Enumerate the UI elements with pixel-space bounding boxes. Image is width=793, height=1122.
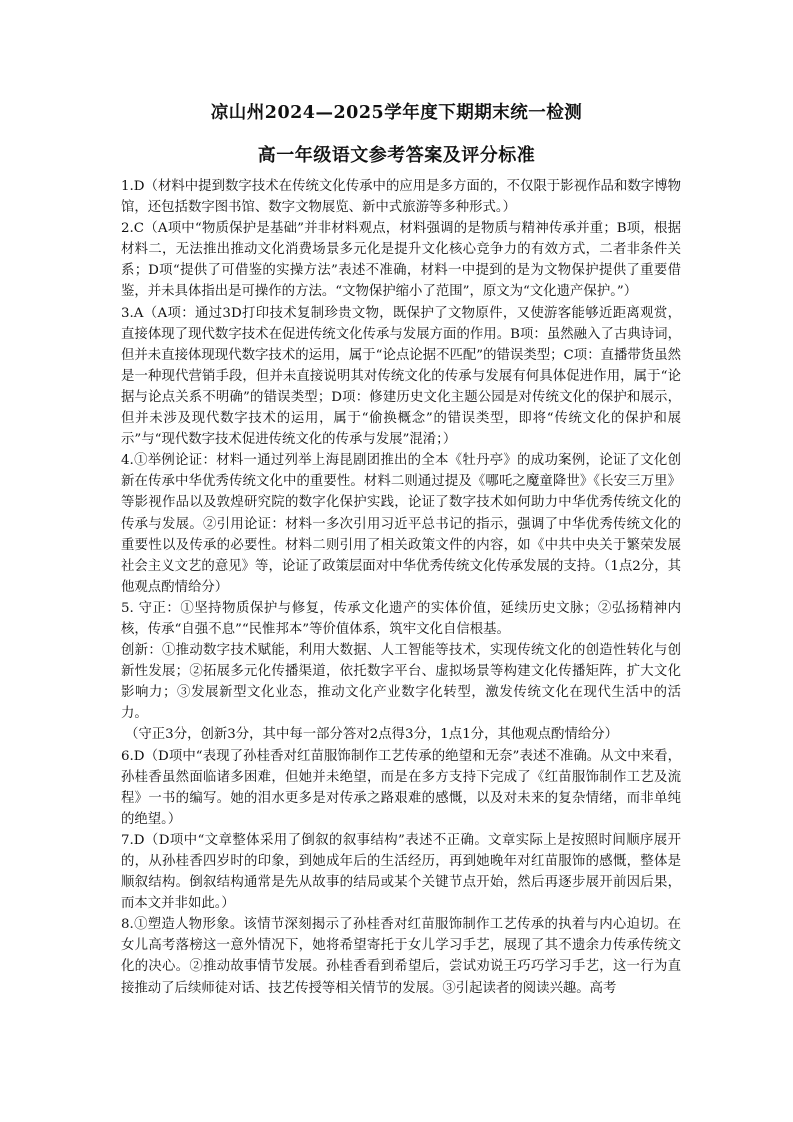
answer-item-8: 8.①塑造人物形象。该情节深刻揭示了孙桂香对红苗服饰制作工艺传承的执着与内心迫切。在女儿高考落榜这一意外情况下，她将希望寄托于女儿学习手艺，展现了其不遗余力传承传统文化的决心。②推动故事情节发展。孙桂香看到希望后，尝试劝说王巧巧学习手艺，这一行为直接推动了后续师徒对话、技艺传授等相关情节的发展。③引起读者的阅读兴趣。高考: [121, 917, 681, 996]
answer-item-3: 3.A（A项：通过3D打印技术复制珍贵文物，既保护了文物原件，又使游客能够近距离观赏，直接体现了现代数字技术在促进传统文化传承与发展方面的作用。B项：虽然融入了古典诗词，但并未直接体现现代数字技术的运用，属于“论点论据不匹配”的错误类型；C项：直播带货虽然是一种现代营销手段，但并未直接说明其对传统文化的传承与发展有何具体促进作用，属于“论据与论点关系不明确”的错误类型；D项：修建历史文化主题公园是对传统文化的保护和展示，但并未涉及现代数字技术的运用，属于“偷换概念”的错误类型，即将“传统文化的保护和展示”与“现代数字技术促进传统文化的传承与发展”混淆；）: [121, 305, 681, 448]
answer-item-6: 6.D（D项中“表现了孙桂香对红苗服饰制作工艺传承的绝望和无奈”表述不准确。从文中来看，孙桂香虽然面临诸多困难，但她并未绝望，而是在多方支持下完成了《红苗服饰制作工艺及流程》一书的编写。她的泪水更多是对传承之路艰难的感慨，以及对未来的复杂情绪，而非单纯的绝望。）: [121, 748, 681, 827]
document-subtitle: 高一年级语文参考答案及评分标准: [257, 145, 536, 166]
answer-item-1: 1.D（材料中提到数字技术在传统文化传承中的应用是多方面的，不仅限于影视作品和数字博物馆，还包括数字图书馆、数字文物展览、新中式旅游等多种形式。）: [121, 179, 681, 216]
answer-item-4: 4.①举例论证：材料一通过列举上海昆剧团推出的全本《牡丹亭》的成功案例，论证了文化创新在传承中华优秀传统文化中的重要性。材料二则通过提及《哪吒之魔童降世》《长安三万里》等影视作品以及敦煌研究院的数字化保护实践，论证了数字技术如何助力中华优秀传统文化的传承与发展。②引用论证：材料一多次引用习近平总书记的指示，强调了中华优秀传统文化的重要性以及传承的必要性。材料二则引用了相关政策文件的内容，如《中共中央关于繁荣发展社会主义文艺的意见》等，论证了政策层面对中华优秀传统文化传承发展的支持。（1点2分，其他观点酌情给分）: [121, 453, 681, 595]
answer-item-7: 7.D（D项中“文章整体采用了倒叙的叙事结构”表述不正确。文章实际上是按照时间顺序展开的，从孙桂香四岁时的印象，到她成年后的生活经历，再到她晚年对红苗服饰的感慨，整体是顺叙结构。倒叙结构通常是先从故事的结局或某个关键节点开始，然后再逐步展开前因后果，而本文并非如此。）: [121, 832, 681, 912]
answer-item-5-chuangxin: 创新：①推动数字技术赋能，利用大数据、人工智能等技术，实现传统文化的创造性转化与创新性发展；②拓展多元化传播渠道，依托数字平台、虚拟场景等构建文化传播矩阵，扩大文化影响力；③发展新型文化业态，推动文化产业数字化转型，激发传统文化在现代生活中的活力。: [121, 643, 681, 722]
answer-body: [121, 176, 681, 999]
document-title: 凉山州2024—2025学年度下期期末统一检测: [210, 103, 583, 123]
answer-item-5-scoring: （守正3分，创新3分，其中每一部分答对2点得3分，1点1分，其他观点酌情给分）: [125, 727, 619, 743]
answer-item-5-shouzheng: 5. 守正：①坚持物质保护与修复，传承文化遗产的实体价值，延续历史文脉；②弘扬精神内核，传承“自强不息”“民惟邦本”等价值体系，筑牢文化自信根基。: [121, 600, 681, 637]
answer-item-2: 2.C（A项中“物质保护是基础”并非材料观点，材料强调的是物质与精神传承并重；B项，根据材料二，无法推出推动文化消费场景多元化是提升文化核心竞争力的有效方式，二者非条件关系；D项“提供了可借鉴的实操方法”表述不准确，材料一中提到的是为文物保护提供了重要借鉴，并未具体指出是可操作的方法。“文物保护缩小了范围”，原文为“文化遗产保护。”）: [121, 221, 681, 300]
